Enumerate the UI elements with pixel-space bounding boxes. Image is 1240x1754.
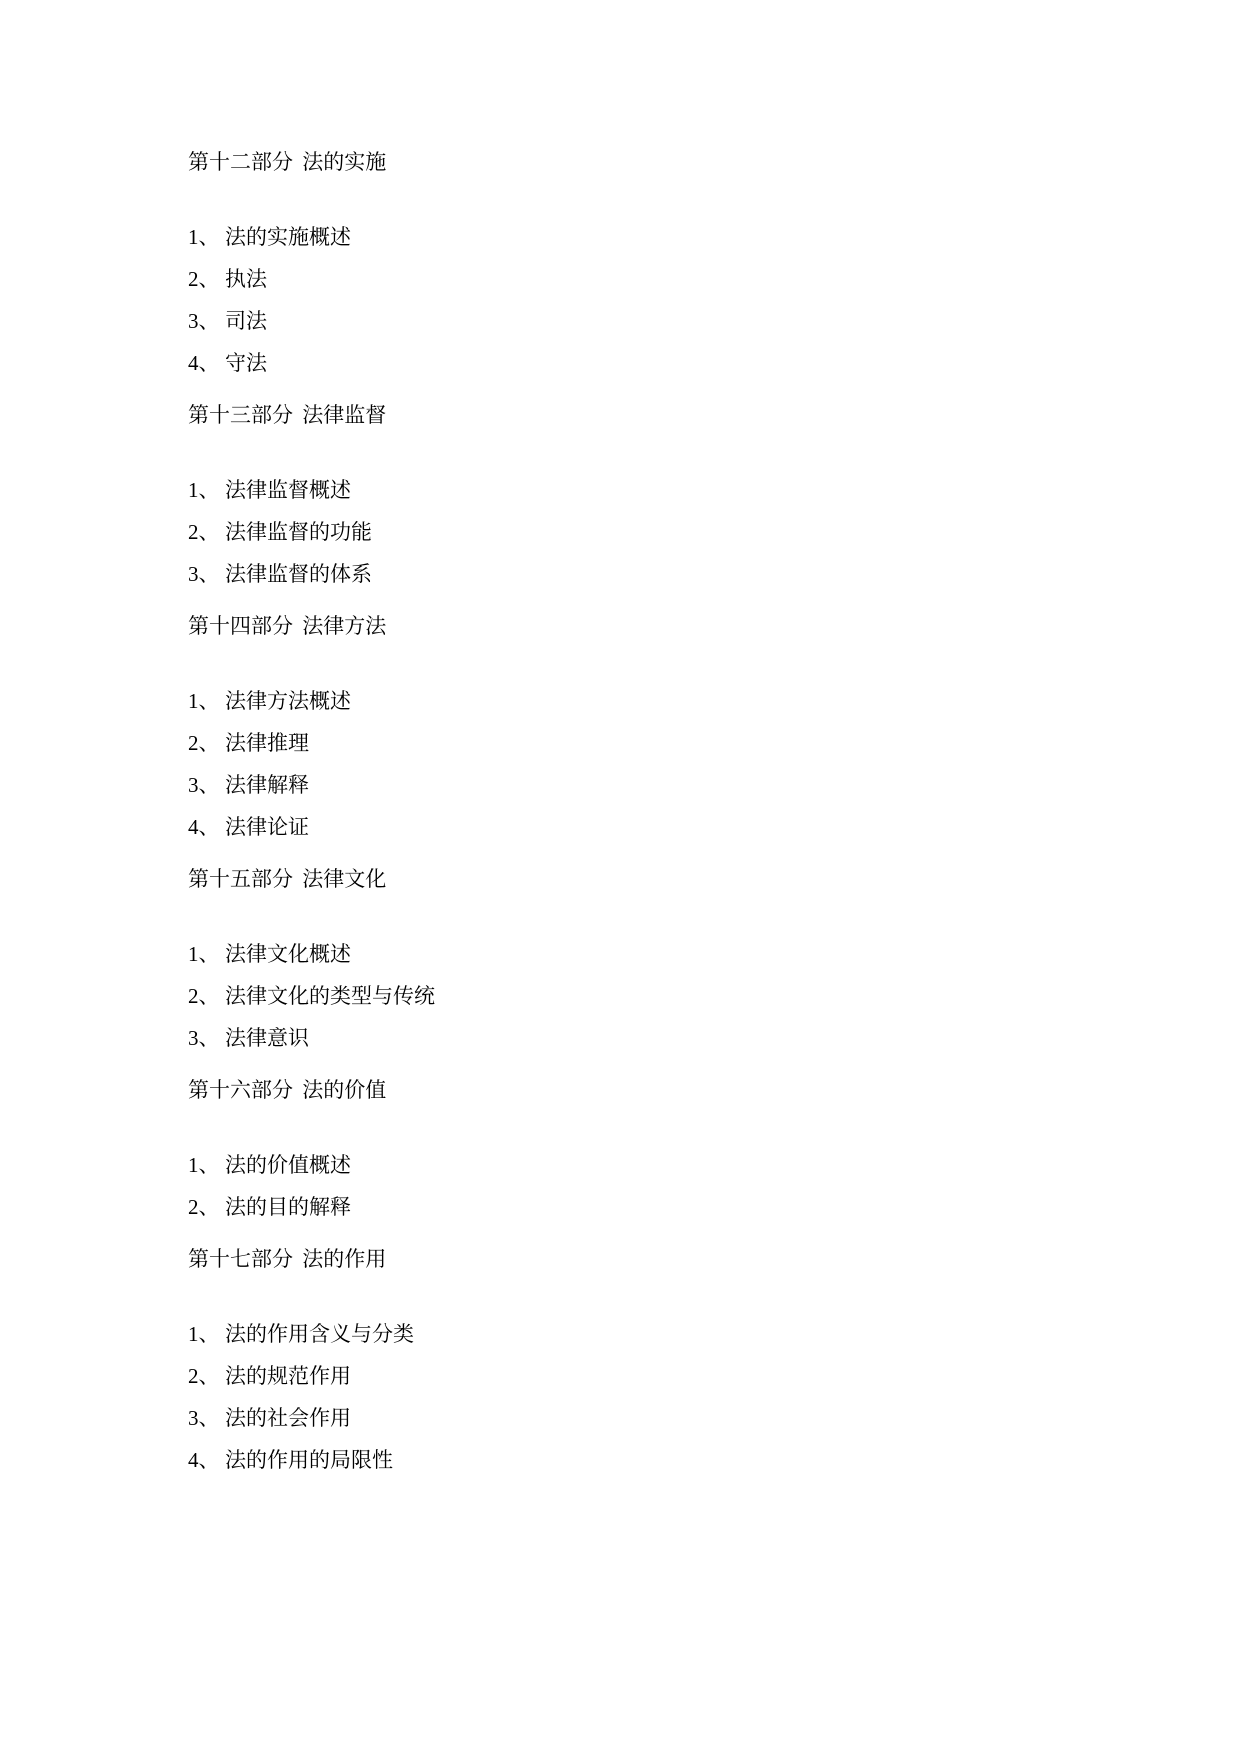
item-label: 法的目的解释 (225, 1195, 351, 1219)
document-content (188, 151, 1160, 1471)
item-number: 2、 (188, 1195, 220, 1219)
toc-item (188, 943, 1160, 965)
toc-item (188, 1449, 1160, 1471)
section-heading: 第十七部分 法的作用 (188, 1247, 387, 1271)
toc-item (188, 521, 1160, 543)
toc-section (188, 868, 1160, 1049)
item-label: 法的社会作用 (225, 1406, 351, 1430)
item-number: 1、 (188, 1322, 220, 1346)
item-number: 2、 (188, 1364, 220, 1388)
item-number: 4、 (188, 815, 220, 839)
item-number: 4、 (188, 351, 220, 375)
toc-section (188, 404, 1160, 585)
toc-item (188, 816, 1160, 838)
item-number: 2、 (188, 267, 220, 291)
item-number: 1、 (188, 689, 220, 713)
item-number: 2、 (188, 520, 220, 544)
section-heading: 第十三部分 法律监督 (188, 403, 387, 427)
toc-section (188, 615, 1160, 838)
section-item-list (188, 1154, 1160, 1218)
toc-item (188, 310, 1160, 332)
item-number: 1、 (188, 1153, 220, 1177)
item-label: 法的价值概述 (225, 1153, 351, 1177)
section-heading: 第十二部分 法的实施 (188, 150, 387, 174)
toc-item (188, 774, 1160, 796)
item-number: 1、 (188, 225, 220, 249)
toc-section (188, 151, 1160, 374)
section-heading: 第十五部分 法律文化 (188, 867, 387, 891)
toc-item (188, 563, 1160, 585)
item-number: 2、 (188, 731, 220, 755)
toc-item (188, 985, 1160, 1007)
toc-item (188, 1027, 1160, 1049)
item-label: 法律监督的功能 (225, 520, 372, 544)
item-label: 法律监督的体系 (225, 562, 372, 586)
toc-item (188, 352, 1160, 374)
item-number: 4、 (188, 1448, 220, 1472)
toc-item (188, 1365, 1160, 1387)
item-label: 法律意识 (225, 1026, 309, 1050)
section-item-list (188, 690, 1160, 838)
item-label: 法律方法概述 (225, 689, 351, 713)
item-label: 法律推理 (225, 731, 309, 755)
toc-item (188, 1323, 1160, 1345)
item-label: 守法 (225, 351, 267, 375)
toc-item (188, 268, 1160, 290)
item-label: 法的作用含义与分类 (225, 1322, 414, 1346)
section-item-list (188, 226, 1160, 374)
section-heading: 第十六部分 法的价值 (188, 1078, 387, 1102)
item-label: 法律解释 (225, 773, 309, 797)
item-label: 法的规范作用 (225, 1364, 351, 1388)
item-label: 司法 (225, 309, 267, 333)
section-heading: 第十四部分 法律方法 (188, 614, 387, 638)
item-number: 3、 (188, 773, 220, 797)
section-item-list (188, 1323, 1160, 1471)
toc-section (188, 1248, 1160, 1471)
toc-item (188, 479, 1160, 501)
toc-item (188, 1407, 1160, 1429)
toc-item (188, 732, 1160, 754)
item-label: 法律监督概述 (225, 478, 351, 502)
item-number: 1、 (188, 478, 220, 502)
item-number: 3、 (188, 309, 220, 333)
toc-item (188, 1196, 1160, 1218)
item-number: 3、 (188, 1026, 220, 1050)
item-label: 法的作用的局限性 (225, 1448, 393, 1472)
item-label: 执法 (225, 267, 267, 291)
item-number: 2、 (188, 984, 220, 1008)
item-number: 1、 (188, 942, 220, 966)
item-number: 3、 (188, 562, 220, 586)
toc-section (188, 1079, 1160, 1218)
item-label: 法律文化的类型与传统 (225, 984, 435, 1008)
section-item-list (188, 479, 1160, 585)
toc-item (188, 1154, 1160, 1176)
toc-item (188, 690, 1160, 712)
item-number: 3、 (188, 1406, 220, 1430)
item-label: 法律论证 (225, 815, 309, 839)
item-label: 法的实施概述 (225, 225, 351, 249)
toc-item (188, 226, 1160, 248)
section-item-list (188, 943, 1160, 1049)
item-label: 法律文化概述 (225, 942, 351, 966)
